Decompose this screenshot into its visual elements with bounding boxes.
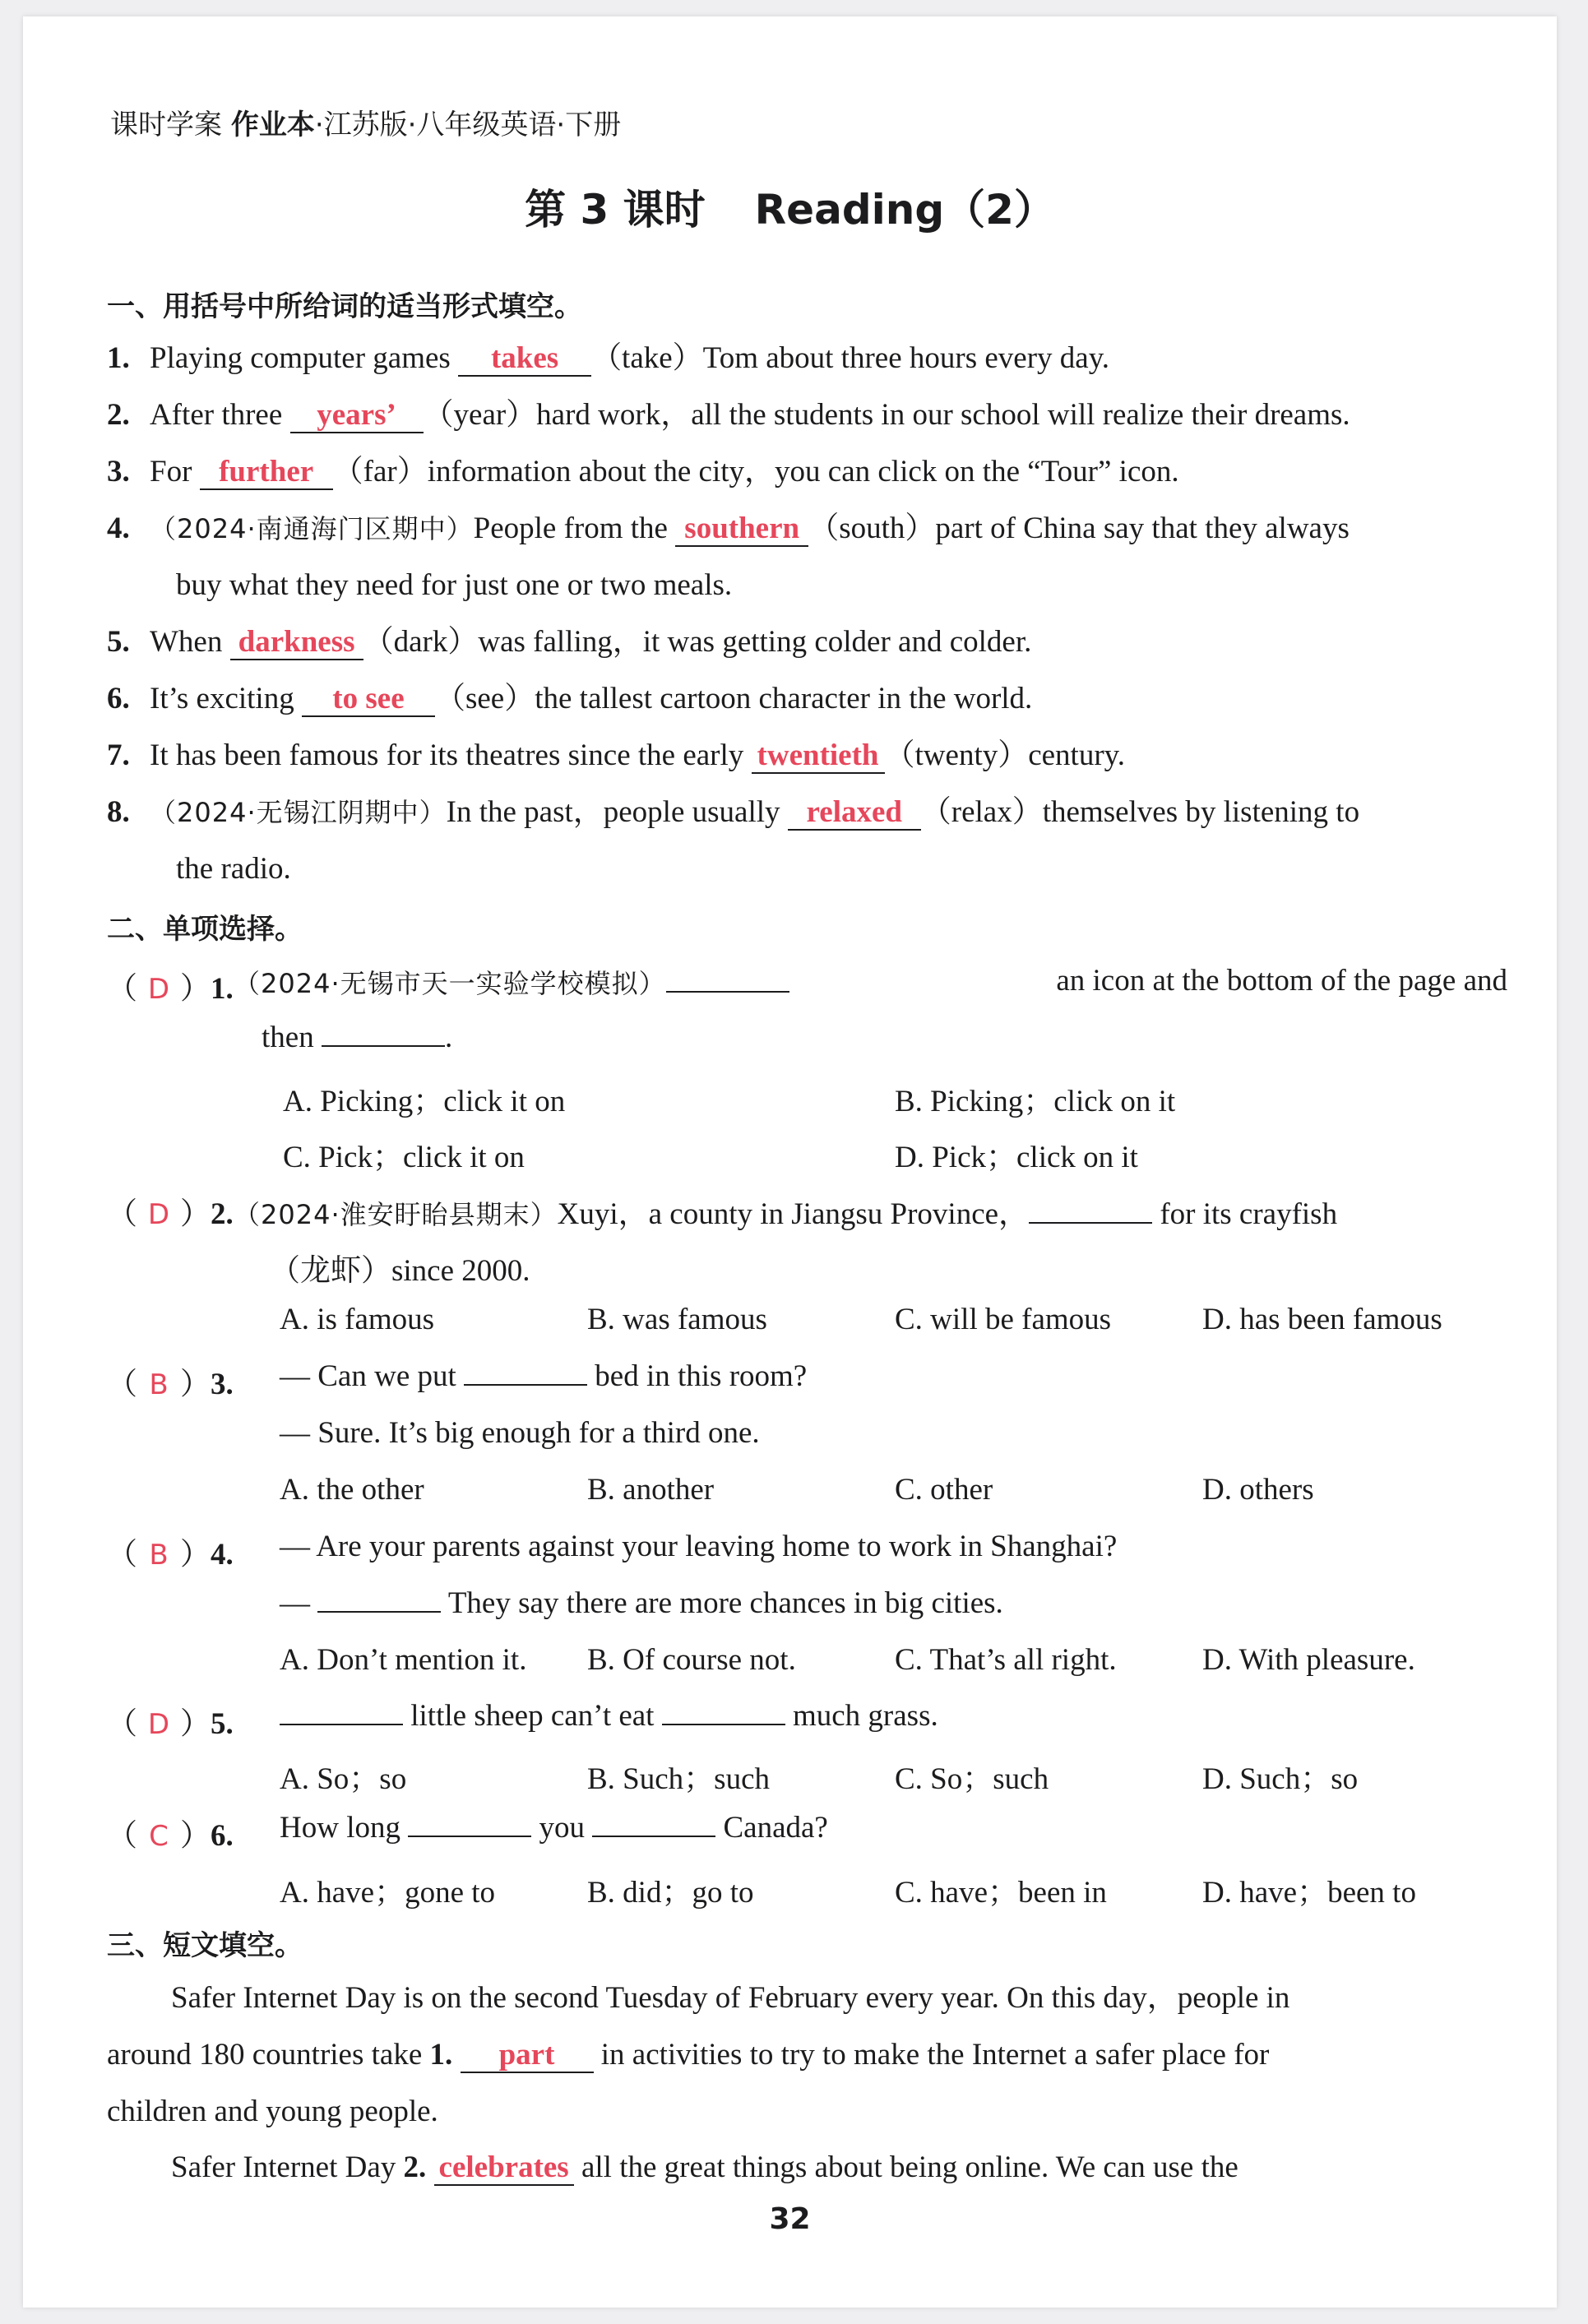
option-4b: B. Of course not.: [587, 1643, 796, 1677]
fill-item-4: 4. （2024·南通海门区期中）People from the southern （south）part of China say that they always: [107, 512, 1350, 545]
option-5a: A. So；so: [280, 1762, 407, 1796]
book-header: 课时学案 作业本·江苏版·八年级英语·下册: [110, 109, 622, 141]
option-1c: C. Pick；click it on: [283, 1141, 525, 1174]
answer-blank: darkness: [230, 626, 363, 660]
answer-blank: southern: [675, 512, 808, 547]
fill-item-5: 5. When darkness （dark）was falling，it was getting colder and colder.: [107, 625, 1032, 659]
option-5d: D. Such；so: [1202, 1762, 1359, 1796]
fill-item-8: 8. （2024·无锡江阴期中）In the past，people usually relaxed （relax）themselves by listening to: [107, 795, 1360, 829]
question-1-cont: then .: [262, 1021, 453, 1054]
answer-blank: part: [461, 2039, 594, 2073]
option-1b: B. Picking；click on it: [895, 1085, 1176, 1118]
option-2c: C. will be famous: [895, 1303, 1112, 1336]
question-blank: [592, 1811, 715, 1837]
answer-blank: relaxed: [788, 796, 921, 831]
choice-answer-4: （ B ）4.: [107, 1538, 234, 1572]
question-blank: [322, 1021, 445, 1047]
option-6d: D. have；been to: [1202, 1876, 1416, 1910]
passage-line-3: children and young people.: [107, 2095, 438, 2128]
option-1d: D. Pick；click on it: [895, 1141, 1138, 1174]
question-4-cont: — They say there are more chances in big cities.: [280, 1586, 1003, 1620]
option-6c: C. have；been in: [895, 1876, 1107, 1910]
passage-line-2: around 180 countries take 1. part in activities to try to make the Internet a safer place for: [107, 2038, 1270, 2072]
option-3b: B. another: [587, 1473, 715, 1507]
question-blank: [464, 1359, 587, 1386]
question-1: （2024·无锡市天一实验学校模拟） an icon at the bottom of the page and: [234, 964, 1507, 999]
option-1a: A. Picking；click it on: [283, 1085, 566, 1118]
question-4: — Are your parents against your leaving home to work in Shanghai?: [280, 1530, 1118, 1563]
option-4d: D. With pleasure.: [1202, 1643, 1415, 1677]
passage-line-4: Safer Internet Day 2. celebrates all the great things about being online. We can use the: [171, 2150, 1238, 2184]
option-4c: C. That’s all right.: [895, 1643, 1117, 1677]
option-3a: A. the other: [280, 1473, 424, 1507]
answer-blank: years’: [290, 399, 424, 433]
fill-item-4-cont: buy what they need for just one or two meals.: [176, 568, 733, 602]
question-3: — Can we put bed in this room?: [280, 1359, 808, 1393]
section1-heading: 一、用括号中所给词的适当形式填空。: [107, 290, 582, 323]
question-blank: [280, 1699, 403, 1725]
answer-blank: twentieth: [752, 739, 885, 774]
question-blank: [317, 1586, 441, 1613]
option-6b: B. did；go to: [587, 1876, 754, 1910]
fill-item-3: 3. For further （far）information about the city，you can click on the “Tour” icon.: [107, 455, 1179, 488]
fill-item-6: 6. It’s exciting to see （see）the tallest cartoon character in the world.: [107, 682, 1033, 715]
fill-item-8-cont: the radio.: [176, 852, 291, 886]
choice-answer-2: （ D ）2.: [107, 1197, 234, 1231]
passage-line-1: Safer Internet Day is on the second Tuesday of February every year. On this day，people in: [171, 1981, 1290, 2015]
section3-heading: 三、短文填空。: [107, 1929, 303, 1962]
fill-item-2: 2. After three years’ （year）hard work，all the students in our school will realize their dreams.: [107, 398, 1350, 432]
choice-answer-1: （ D ）1.: [107, 972, 234, 1006]
question-blank: [662, 1699, 785, 1725]
option-3c: C. other: [895, 1473, 993, 1507]
option-3d: D. others: [1202, 1473, 1314, 1507]
choice-answer-5: （ D ）5.: [107, 1707, 234, 1741]
fill-item-7: 7. It has been famous for its theatres since the early twentieth （twenty）century.: [107, 738, 1126, 772]
question-5: little sheep can’t eat much grass.: [280, 1698, 1507, 1734]
answer-blank: further: [200, 456, 333, 490]
option-6a: A. have；gone to: [280, 1876, 496, 1910]
option-5c: C. So；such: [895, 1762, 1049, 1796]
question-6: How long you Canada?: [280, 1811, 828, 1845]
question-2-cont: （龙虾）since 2000.: [270, 1254, 530, 1288]
question-blank: [1029, 1197, 1152, 1224]
answer-blank: celebrates: [434, 2151, 574, 2186]
question-blank: [408, 1811, 531, 1837]
page-title: 第 3 课时 Reading（2）: [525, 186, 1055, 234]
answer-blank: to see: [302, 683, 435, 717]
answer-blank: takes: [458, 342, 591, 377]
question-2: （2024·淮安盱眙县期末）Xuyi，a county in Jiangsu Province， for its crayfish: [234, 1197, 1338, 1231]
choice-answer-6: （ C ）6.: [107, 1819, 234, 1853]
option-2a: A. is famous: [280, 1303, 435, 1336]
question-blank: [666, 966, 789, 993]
fill-item-1: 1. Playing computer games takes （take）Tom about three hours every day.: [107, 341, 1110, 375]
option-4a: A. Don’t mention it.: [280, 1643, 527, 1677]
page-number: 32: [769, 2202, 811, 2236]
choice-answer-3: （ B ）3.: [107, 1368, 234, 1401]
question-3-cont: — Sure. It’s big enough for a third one.: [280, 1416, 760, 1450]
option-5b: B. Such；such: [587, 1762, 770, 1796]
section2-heading: 二、单项选择。: [107, 913, 303, 946]
worksheet-page: [23, 16, 1557, 2308]
option-2d: D. has been famous: [1202, 1303, 1442, 1336]
option-2b: B. was famous: [587, 1303, 767, 1336]
